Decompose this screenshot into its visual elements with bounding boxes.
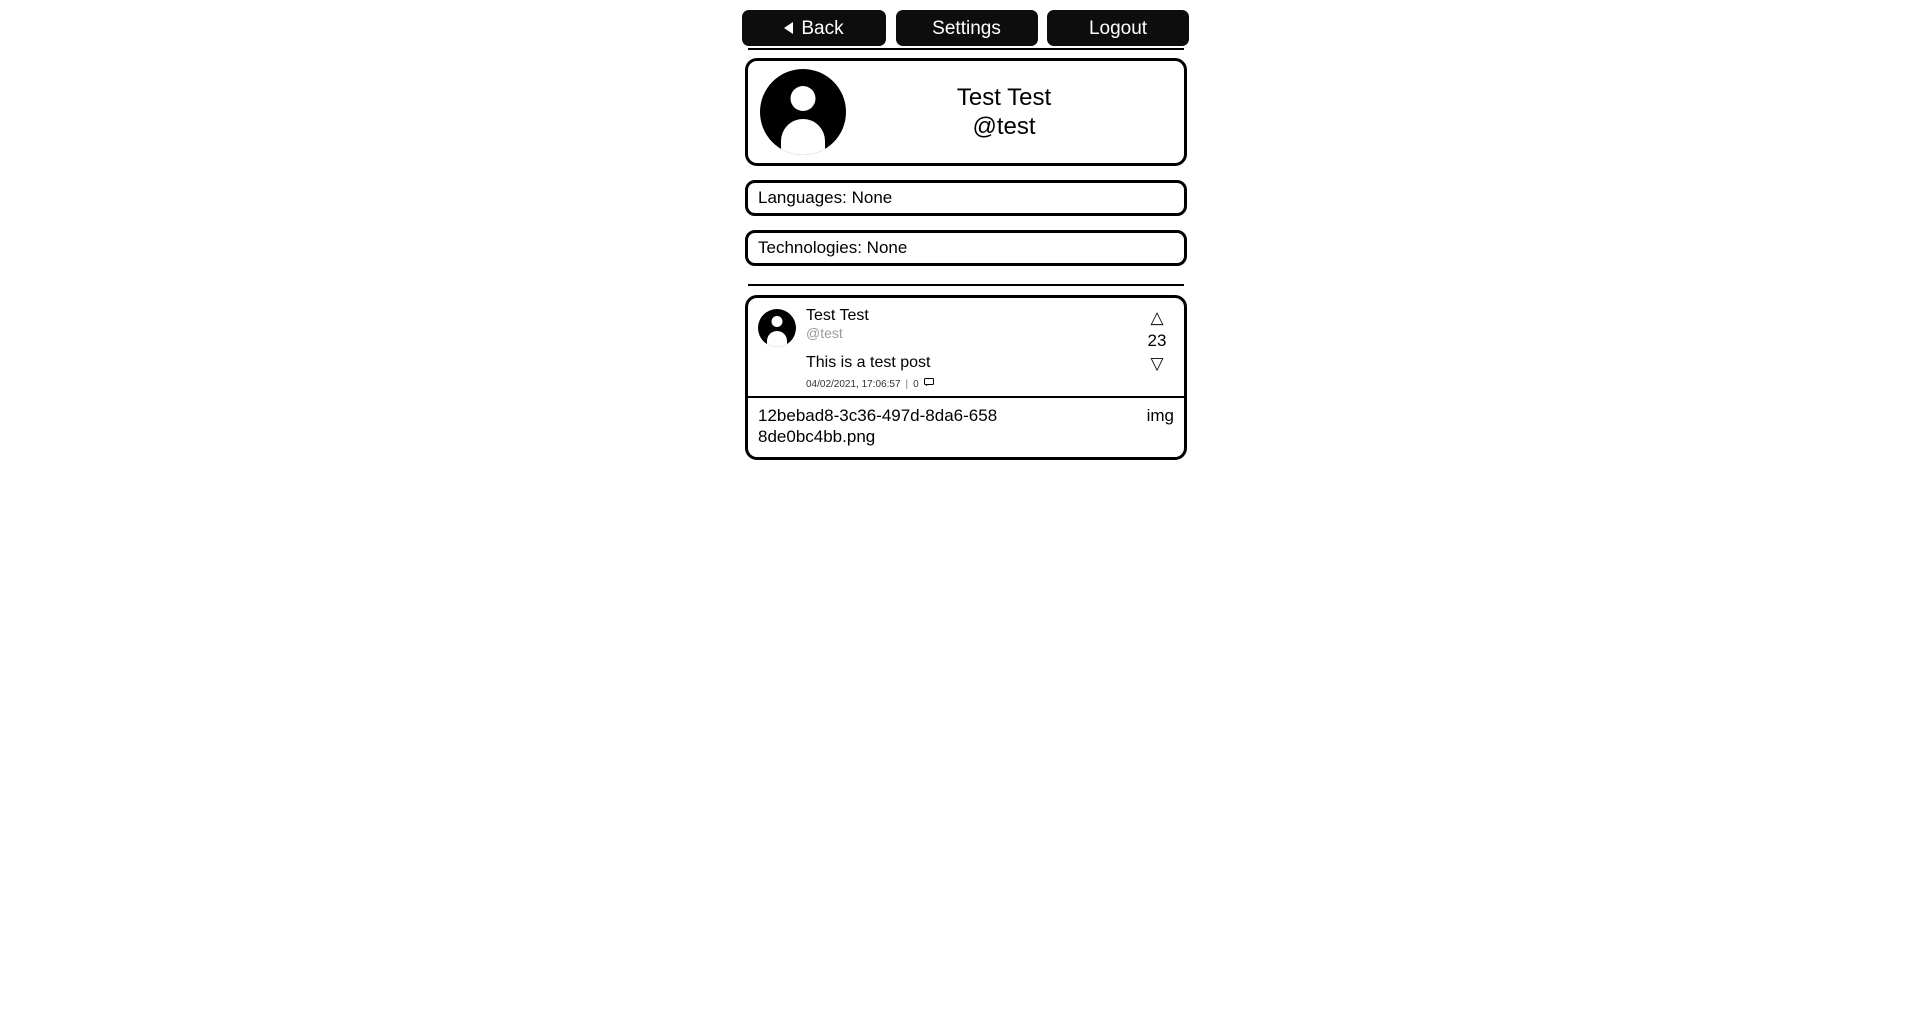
meta-separator: | <box>905 378 909 390</box>
languages-label: Languages: None <box>758 188 893 207</box>
attachment-type-label: img <box>1146 406 1174 426</box>
post-main <box>748 298 1184 398</box>
vote-score: 23 <box>1147 331 1167 350</box>
post-attachment-row <box>748 398 1184 457</box>
posts-divider-wrap <box>745 284 1187 286</box>
settings-button-label: Settings <box>932 17 1001 39</box>
back-button-label: Back <box>801 17 844 39</box>
post-comment-count: 0 <box>913 378 919 390</box>
profile-handle: @test <box>972 113 1036 140</box>
profile-identity <box>836 83 1172 142</box>
post-card <box>745 295 1187 460</box>
profile-header-card <box>745 58 1187 166</box>
back-button[interactable] <box>742 10 886 46</box>
logout-button-label: Logout <box>1088 17 1148 39</box>
top-navigation-bar <box>742 10 1189 46</box>
post-timestamp: 04/02/2021, 17:06:57 <box>806 378 901 390</box>
logout-button[interactable] <box>1047 10 1189 46</box>
post-meta <box>806 378 1140 390</box>
post-body <box>796 307 1140 390</box>
posts-divider <box>748 284 1184 286</box>
top-divider <box>748 48 1184 50</box>
profile-name: Test Test <box>956 83 1052 111</box>
triangle-left-icon <box>784 22 793 34</box>
post-author[interactable]: Test Test <box>806 307 869 324</box>
vote-column <box>1140 307 1174 390</box>
downvote-icon[interactable]: ▽ <box>1150 354 1164 373</box>
profile-column <box>745 48 1187 460</box>
technologies-row <box>745 230 1187 266</box>
technologies-label: Technologies: None <box>758 238 908 257</box>
post-text: This is a test post <box>806 354 931 372</box>
settings-button[interactable] <box>896 10 1038 46</box>
comment-icon[interactable] <box>924 378 934 390</box>
user-avatar-icon <box>760 69 846 155</box>
languages-row <box>745 180 1187 216</box>
post-handle[interactable]: @test <box>806 325 843 342</box>
user-avatar-icon <box>758 309 796 347</box>
upvote-icon[interactable]: △ <box>1150 308 1164 327</box>
attachment-filename[interactable]: 12bebad8-3c36-497d-8da6-6588de0bc4bb.png <box>758 406 998 446</box>
